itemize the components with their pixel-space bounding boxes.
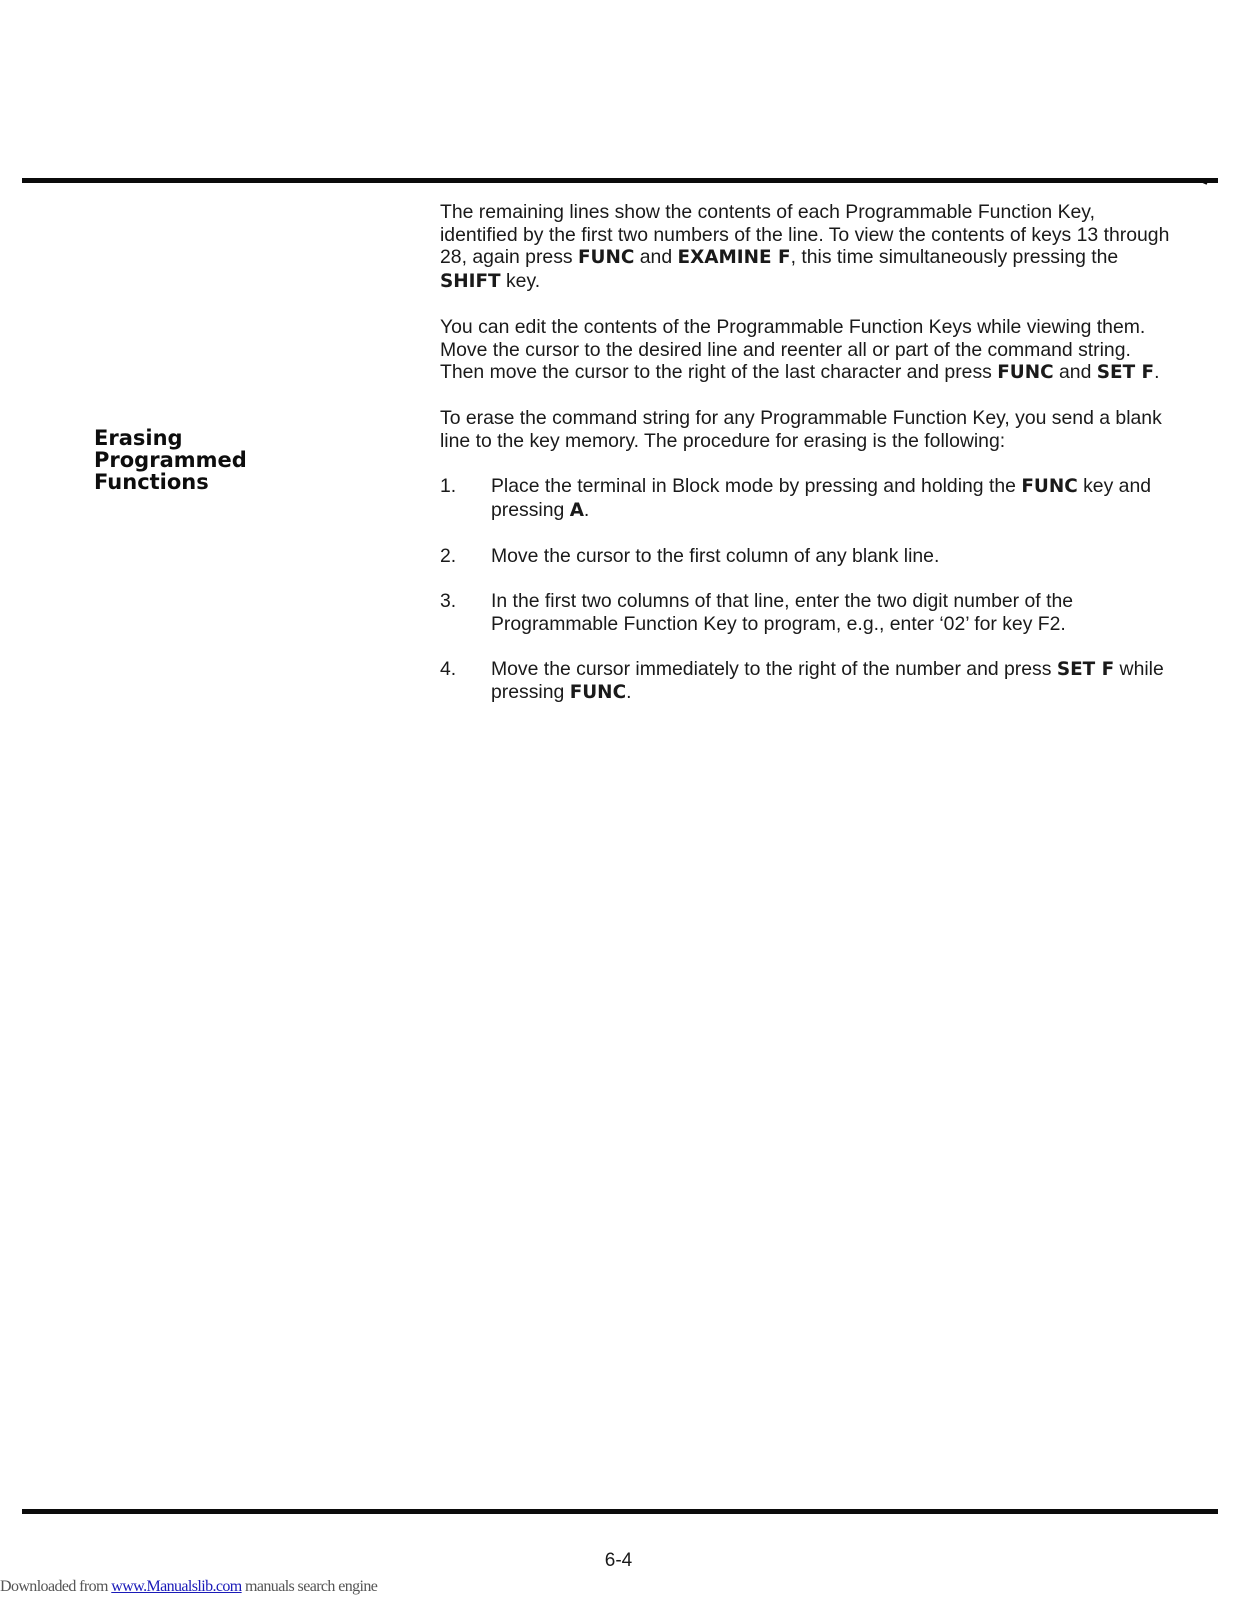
step-item [440, 545, 1170, 568]
text-run: Move the cursor immediately to the right of the number and press [491, 657, 1057, 680]
download-footer [0, 1578, 377, 1596]
text-run: and [1053, 361, 1097, 384]
text-run: . [1154, 361, 1160, 384]
text-run: . [583, 498, 590, 521]
bottom-rule [22, 1509, 1218, 1514]
text-run: key. [500, 269, 541, 292]
footer-suffix: manuals search engine [241, 1578, 378, 1595]
step-number: 4. [440, 657, 457, 680]
step-text [491, 475, 1170, 522]
paragraph [440, 407, 1170, 452]
section-heading-line: Programmed [94, 448, 247, 472]
paragraph [440, 201, 1170, 293]
key-name: EXAMINE F [677, 247, 791, 269]
step-text [491, 590, 1170, 635]
step-item [440, 658, 1170, 705]
paragraph [440, 316, 1170, 385]
text-run: Move the cursor to the first column of any blank line. [491, 544, 940, 567]
text-run: and [634, 246, 678, 269]
step-number: 2. [440, 544, 457, 567]
page-number: 6-4 [604, 1550, 633, 1571]
footer-prefix: Downloaded from [0, 1578, 112, 1595]
top-rule [22, 178, 1218, 183]
step-text [491, 545, 1170, 568]
text-run: In the first two columns of that line, enter the two digit number of the Programmable Function Key to program, e.g., enter ‘02’ for key F2. [491, 590, 1074, 635]
key-name: SHIFT [440, 270, 501, 292]
key-name: A [569, 499, 584, 521]
text-run: The remaining lines show the contents of each Programmable Function Key, identified by the first two numbers of the line. To view the contents of keys 13 through 28, again press [440, 201, 1170, 269]
text-run: , this time simultaneously pressing the [790, 246, 1119, 269]
section-heading-line: Erasing [94, 426, 183, 450]
text-run: You can edit the contents of the Programmable Function Keys while viewing them. Move the cursor to the desired line and reenter all or part of the command string. Then move the cursor to the right of the last character and press [440, 315, 1146, 384]
key-name: FUNC [569, 682, 627, 704]
text-run: Place the terminal in Block mode by pressing and holding the [491, 475, 1022, 498]
step-item [440, 475, 1170, 522]
key-name: SET F [1056, 658, 1115, 680]
key-name: SET F [1096, 362, 1155, 384]
manualslib-link[interactable]: www.Manualslib.com [111, 1578, 242, 1595]
text-run: key and pressing [491, 475, 1152, 521]
step-number: 3. [440, 590, 457, 613]
section-heading [94, 427, 354, 493]
step-number: 1. [440, 475, 457, 498]
step-text [491, 658, 1170, 705]
key-name: FUNC [1021, 476, 1078, 498]
key-name: FUNC [997, 362, 1054, 384]
body-text [440, 201, 1170, 728]
text-run: . [626, 681, 632, 704]
key-name: FUNC [577, 247, 635, 269]
section-heading-line: Functions [94, 470, 209, 494]
text-run: while pressing [491, 657, 1164, 704]
procedure-steps [440, 475, 1170, 705]
text-run: To erase the command string for any Programmable Function Key, you send a blank line to the key memory. The procedure for erasing is the following: [440, 407, 1162, 452]
step-item [440, 590, 1170, 635]
